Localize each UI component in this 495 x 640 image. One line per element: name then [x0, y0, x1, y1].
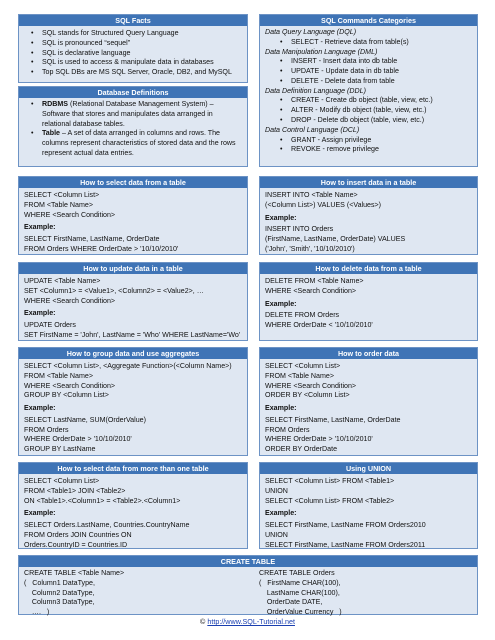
example-label: Example:: [265, 404, 297, 413]
create-table-title: CREATE TABLE: [19, 556, 477, 567]
example-line: FROM Orders: [24, 425, 69, 434]
create-table-example: [259, 569, 342, 618]
create-table-line: OrderDate DATE,: [259, 598, 323, 607]
syntax-line: GROUP BY <Column List>: [24, 391, 109, 400]
term-rdbms: RDBMS: [42, 100, 69, 108]
syntax-line: FROM <Table Name>: [24, 371, 93, 380]
category-name: Data Query Language (DQL): [265, 28, 357, 36]
example-line: WHERE OrderDate > '10/10/2010': [265, 435, 373, 444]
example-panel: [259, 176, 478, 255]
example-line: UNION: [265, 530, 288, 539]
syntax-line: SET <Column1> = <Value1>, <Column2> = <Value2>, …: [24, 286, 204, 295]
definition-table: [24, 129, 242, 158]
create-table-line: ( Column1 DataType,: [24, 578, 95, 587]
example-label: Example:: [24, 309, 56, 318]
example-label: Example:: [265, 509, 297, 518]
example-label: Example:: [24, 223, 56, 232]
example-line: ('John', 'Smith', '10/10/2010'): [265, 244, 355, 253]
example-panel: [259, 347, 478, 456]
example-line: INSERT INTO Orders: [265, 225, 334, 234]
example-panel: [259, 262, 478, 341]
category-name: Data Manipulation Language (DML): [265, 47, 378, 56]
example-line: DELETE FROM Orders: [265, 311, 340, 320]
example-line: GROUP BY LastName: [24, 445, 96, 454]
example-panel: [18, 347, 248, 456]
syntax-line: WHERE <Search Condition>: [265, 381, 357, 390]
create-table-box: [18, 555, 478, 615]
create-table-line: CREATE TABLE <Table Name>: [24, 569, 125, 577]
example-label: Example:: [24, 509, 56, 518]
definition-rdbms: [24, 100, 242, 129]
syntax-line: INSERT INTO <Table Name>: [265, 191, 358, 199]
syntax-line: UPDATE <Table Name>: [24, 277, 101, 285]
database-definitions-title: Database Definitions: [19, 87, 247, 98]
sql-facts-box: [18, 14, 248, 83]
example-line: UPDATE Orders: [24, 321, 76, 330]
syntax-line: DELETE FROM <Table Name>: [265, 277, 364, 285]
example-line: SELECT LastName, SUM(OrderValue): [24, 415, 146, 424]
example-label: Example:: [265, 213, 297, 222]
definition-table-text: – A set of data arranged in columns and rows. The columns represent characteristics of stored data and the rows represent actual data entries.: [42, 129, 236, 157]
example-line: WHERE OrderDate < '10/10/2010': [265, 321, 373, 330]
example-line: SELECT FirstName, LastName, OrderDate: [24, 235, 160, 244]
example-line: ORDER BY OrderDate: [265, 445, 338, 454]
fact-item: • SQL is declarative language: [24, 49, 242, 59]
copyright-symbol: ©: [200, 617, 206, 626]
category-commands: [265, 96, 472, 125]
sql-commands-categories-title: SQL Commands Categories: [260, 15, 477, 26]
example-panel-title: How to group data and use aggregates: [19, 348, 247, 359]
example-panel-title: How to order data: [260, 348, 477, 359]
example-panel: [259, 462, 478, 549]
example-label: Example:: [265, 299, 297, 308]
category-command-item: • UPDATE - Update data in db table: [265, 67, 472, 77]
definition-rdbms-text: (Relational Database Management System) – Software that stores and manipulates data arranged in relational database tables.: [42, 100, 214, 128]
example-line: SELECT FirstName, LastName FROM Orders2011: [265, 540, 426, 549]
fact-item: • Top SQL DBs are MS SQL Server, Oracle, DB2, and MySQL: [24, 68, 242, 78]
example-panel: [18, 176, 248, 255]
sql-facts-title: SQL Facts: [19, 15, 247, 26]
syntax-line: SELECT <Column List>: [24, 477, 100, 485]
category-command-item: • DELETE - Delete data from table: [265, 77, 472, 87]
example-line: SET FirstName = 'John', LastName = 'Who' WHERE LastName='Wo': [24, 330, 241, 339]
fact-item: • SQL stands for Structured Query Language: [24, 29, 242, 39]
syntax-line: WHERE <Search Condition>: [24, 296, 116, 305]
term-table: Table: [42, 129, 61, 138]
category-command-item: • CREATE - Create db object (table, view, etc.): [265, 96, 472, 106]
sql-commands-categories-box: [259, 14, 478, 167]
fact-item: • SQL is used to access & manipulate data in databases: [24, 58, 242, 68]
example-line: FROM Orders WHERE OrderDate > '10/10/2010': [24, 244, 179, 253]
fact-item: • SQL is pronounced “sequel”: [24, 39, 242, 49]
database-definitions-box: [18, 86, 248, 167]
create-table-line: CREATE TABLE Orders: [259, 569, 335, 577]
syntax-line: SELECT <Column List>: [24, 191, 100, 199]
syntax-line: SELECT <Column List> FROM <Table1>: [265, 477, 395, 485]
syntax-line: SELECT <Column List> FROM <Table2>: [265, 496, 395, 505]
category-command-item: • GRANT - Assign privilege: [265, 136, 472, 146]
footer: [0, 617, 495, 627]
example-panel-title: How to update data in a table: [19, 263, 247, 274]
syntax-line: ORDER BY <Column List>: [265, 391, 350, 400]
create-table-line: ( FirstName CHAR(100),: [259, 578, 341, 587]
syntax-line: SELECT <Column List>, <Aggregate Function>(<Column Name>): [24, 362, 232, 370]
syntax-line: FROM <Table Name>: [265, 371, 334, 380]
example-line: FROM Orders: [265, 425, 310, 434]
create-table-line: LastName CHAR(100),: [259, 588, 340, 597]
categories-list: [260, 26, 477, 158]
category-command-item: • ALTER - Modify db object (table, view, etc.): [265, 106, 472, 116]
syntax-line: ON <Table1>.<Column1> = <Table2>.<Column1>: [24, 496, 181, 505]
example-line: Orders.CountryID = Countries.ID: [24, 540, 128, 549]
syntax-line: WHERE <Search Condition>: [24, 210, 116, 219]
example-line: SELECT FirstName, LastName, OrderDate: [265, 415, 401, 424]
example-panel-title: Using UNION: [260, 463, 477, 474]
syntax-line: WHERE <Search Condition>: [24, 381, 116, 390]
category-command-item: • REVOKE - remove privilege: [265, 145, 472, 155]
category-commands: [265, 136, 472, 156]
example-panel: [18, 262, 248, 341]
example-line: SELECT FirstName, LastName FROM Orders2010: [265, 521, 426, 530]
example-line: WHERE OrderDate > '10/10/2010': [24, 435, 132, 444]
example-panel: [18, 462, 248, 549]
syntax-line: UNION: [265, 486, 288, 495]
example-line: SELECT Orders.LastName, Countries.CountryName: [24, 521, 190, 530]
syntax-line: WHERE <Search Condition>: [265, 286, 357, 295]
example-line: (FirstName, LastName, OrderDate) VALUES: [265, 235, 406, 244]
create-table-line: …. ): [24, 608, 50, 617]
example-panel-title: How to select data from a table: [19, 177, 247, 188]
category-command-item: • DROP - Delete db object (table, view, etc.): [265, 116, 472, 126]
category-command-item: • INSERT - Insert data into db table: [265, 57, 472, 67]
example-label: Example:: [24, 404, 56, 413]
syntax-line: (<Column List>) VALUES (<Values>): [265, 200, 382, 209]
syntax-line: FROM <Table1> JOIN <Table2>: [24, 486, 126, 495]
example-panel-title: How to insert data in a table: [260, 177, 477, 188]
example-line: FROM Orders JOIN Countries ON: [24, 530, 132, 539]
create-table-line: OrderValue Currency ): [259, 608, 342, 617]
category-name: Data Control Language (DCL): [265, 125, 360, 134]
sql-facts-list: [19, 26, 247, 81]
category-commands: [265, 38, 472, 48]
definitions-list: [19, 98, 247, 162]
category-name: Data Definition Language (DDL): [265, 86, 366, 95]
syntax-line: SELECT <Column List>: [265, 362, 341, 370]
example-panel-title: How to delete data from a table: [260, 263, 477, 274]
create-table-line: Column2 DataType,: [24, 588, 95, 597]
site-link[interactable]: http://www.SQL-Tutorial.net: [207, 617, 295, 626]
category-command-item: • SELECT - Retrieve data from table(s): [265, 38, 472, 48]
category-commands: [265, 57, 472, 86]
create-table-line: Column3 DataType,: [24, 598, 95, 607]
syntax-line: FROM <Table Name>: [24, 200, 93, 209]
create-table-syntax: [24, 569, 124, 618]
example-panel-title: How to select data from more than one table: [19, 463, 247, 474]
